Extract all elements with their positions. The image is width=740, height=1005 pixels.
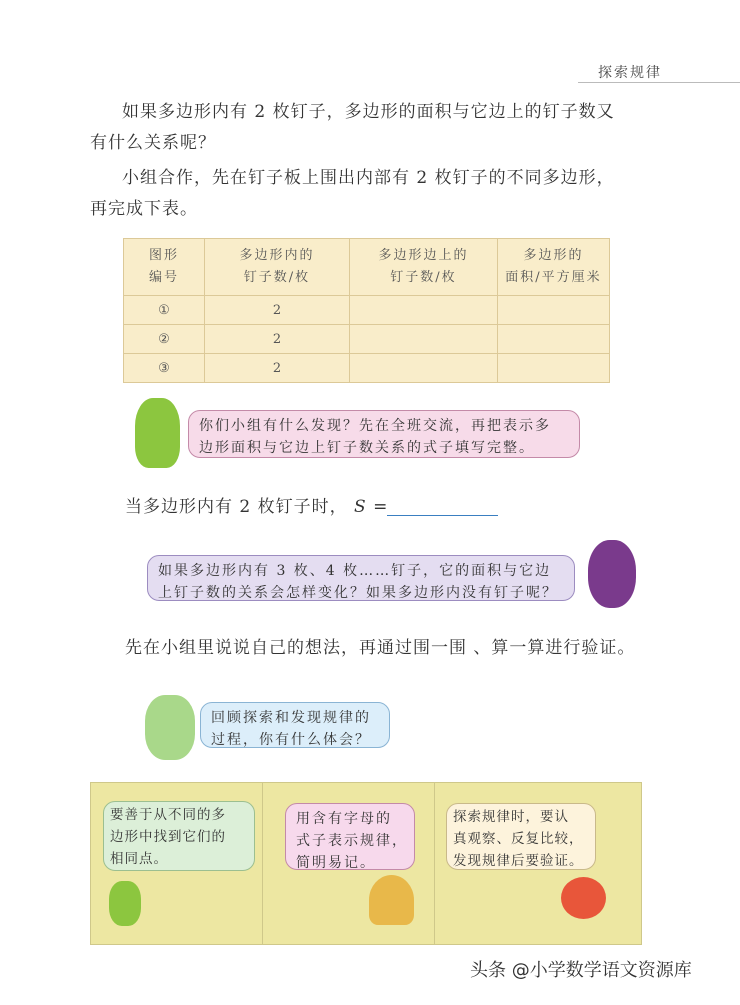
cell: 2 xyxy=(205,296,350,325)
table-header-row xyxy=(124,239,610,296)
paragraph-3: 先在小组里说说自己的想法，再通过围一围 、算一算进行验证。 xyxy=(125,638,636,658)
bubble-text: 你们小组有什么发现？先在全班交流，再把表示多 xyxy=(199,418,551,434)
tomato-character-illustration xyxy=(561,877,606,919)
bubble-text: 回顾探索和发现规律的 xyxy=(211,710,371,726)
bubble-text: 边形面积与它边上钉子数关系的式子填写完整。 xyxy=(199,440,535,456)
col-header: 多边形内的 钉子数/枚 xyxy=(205,239,350,296)
divider xyxy=(434,783,435,944)
bubble-text: 式子表示规律， xyxy=(296,833,408,849)
cell: 2 xyxy=(205,325,350,354)
cell xyxy=(498,296,610,325)
tip-bubble-1 xyxy=(103,801,255,871)
divider xyxy=(262,783,263,944)
bubble-text: 简明易记。 xyxy=(296,855,376,871)
tip-bubble-2 xyxy=(285,803,415,870)
mushroom-character-illustration xyxy=(369,875,414,925)
col-header: 多边形的 面积/平方厘米 xyxy=(498,239,610,296)
speech-bubble-3 xyxy=(200,702,390,748)
tips-panel xyxy=(90,782,642,945)
tip-bubble-3 xyxy=(446,803,596,870)
data-table xyxy=(123,238,610,383)
bubble-text: 边形中找到它们的 xyxy=(110,829,226,845)
table-row xyxy=(124,354,610,383)
cell: 2 xyxy=(205,354,350,383)
mantis-character-illustration xyxy=(135,398,180,468)
speech-bubble-1 xyxy=(188,410,580,458)
table-row xyxy=(124,296,610,325)
bubble-text: 如果多边形内有 3 枚、4 枚……钉子，它的面积与它边 xyxy=(158,563,552,579)
table-row xyxy=(124,325,610,354)
eggplant-character-illustration xyxy=(588,540,636,608)
bubble-text: 上钉子数的关系会怎样变化？如果多边形内没有钉子呢？ xyxy=(158,585,558,601)
bubble-text: 发现规律后要验证。 xyxy=(453,853,584,869)
bubble-text: 真观察、反复比较， xyxy=(453,831,584,847)
col-header: 图形 编号 xyxy=(124,239,205,296)
speech-bubble-2 xyxy=(147,555,575,601)
text-line: 有什么关系呢？ xyxy=(90,133,216,153)
formula-variable: S = xyxy=(354,497,389,517)
text-line: 再完成下表。 xyxy=(90,199,198,219)
paragraph-2 xyxy=(90,163,690,225)
cell xyxy=(350,325,498,354)
cell: ③ xyxy=(124,354,205,383)
bubble-text: 探索规律时，要认 xyxy=(453,809,569,825)
watermark: 头条 @小学数学语文资源库 xyxy=(470,960,692,981)
section-title: 探索规律 xyxy=(598,65,662,81)
formula-line xyxy=(125,492,388,523)
pepper-character-illustration xyxy=(109,881,141,926)
cell xyxy=(350,354,498,383)
header-rule xyxy=(578,82,740,83)
cabbage-character-illustration xyxy=(145,695,195,760)
cell xyxy=(498,325,610,354)
text-line: 小组合作，先在钉子板上围出内部有 2 枚钉子的不同多边形， xyxy=(122,168,615,188)
cell xyxy=(350,296,498,325)
paragraph-1 xyxy=(90,97,690,159)
formula-text: 当多边形内有 2 枚钉子时， xyxy=(125,497,348,517)
col-header: 多边形边上的 钉子数/枚 xyxy=(350,239,498,296)
bubble-text: 用含有字母的 xyxy=(296,811,392,827)
bubble-text: 要善于从不同的多 xyxy=(110,807,226,823)
text-line: 如果多边形内有 2 枚钉子，多边形的面积与它边上的钉子数又 xyxy=(122,102,615,122)
bubble-text: 相同点。 xyxy=(110,851,168,867)
bubble-text: 过程，你有什么体会？ xyxy=(211,732,371,748)
cell: ① xyxy=(124,296,205,325)
cell: ② xyxy=(124,325,205,354)
cell xyxy=(498,354,610,383)
answer-blank[interactable] xyxy=(387,499,498,516)
